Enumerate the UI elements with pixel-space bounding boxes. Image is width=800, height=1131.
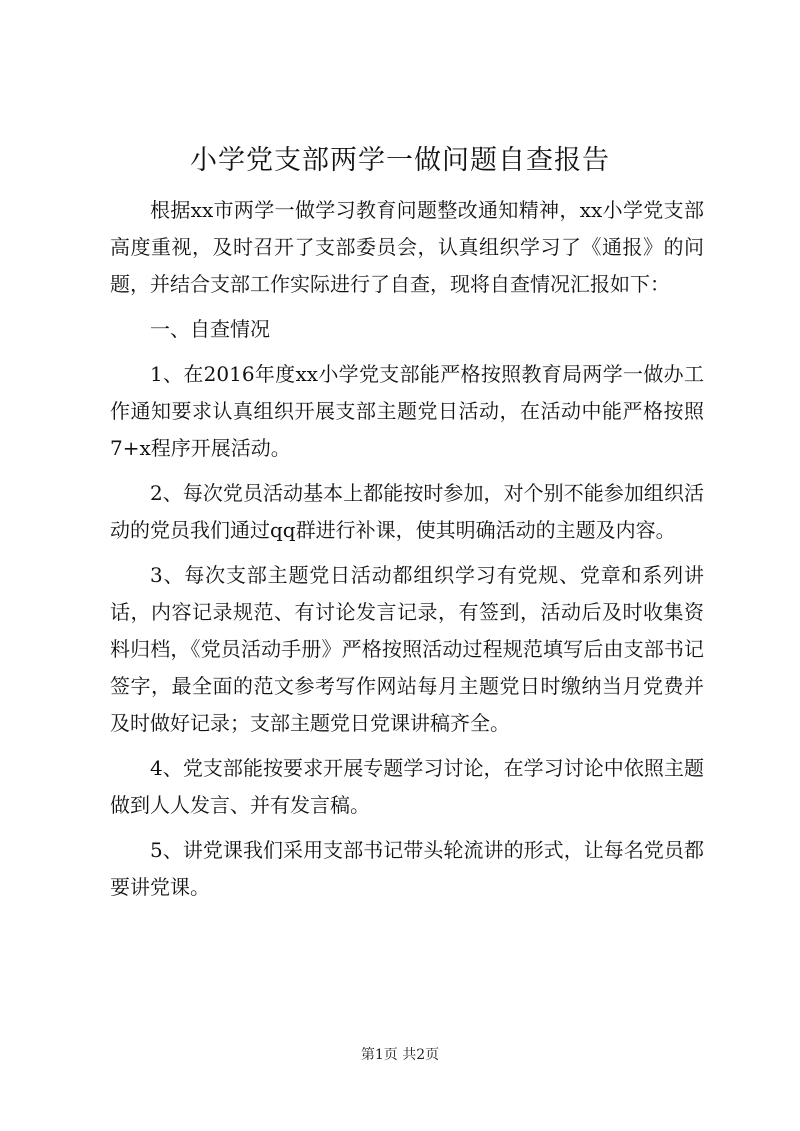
document-body: [110, 192, 704, 914]
paragraph-item-3: 3、每次支部主题党日活动都组织学习有党规、党章和系列讲话，内容记录规范、有讨论发言记录，有签到，活动后及时收集资料归档，《党员活动手册》严格按照活动过程规范填写后由支部书记签字，最全面的范文参考写作网站每月主题党日时缴纳当月党费并及时做好记录；支部主题党日党课讲稿齐全。: [110, 563, 704, 735]
paragraph-item-2: 2、每次党员活动基本上都能按时参加，对个别不能参加组织活动的党员我们通过qq群进行补课，使其明确活动的主题及内容。: [110, 481, 704, 542]
page-number: 第1页 共2页: [360, 1047, 440, 1063]
paragraph-item-5: 5、讲党课我们采用支部书记带头轮流讲的形式，让每名党员都要讲党课。: [110, 838, 704, 899]
paragraph-intro: 根据xx市两学一做学习教育问题整改通知精神，xx小学党支部高度重视，及时召开了支部委员会，认真组织学习了《通报》的问题，并结合支部工作实际进行了自查，现将自查情况汇报如下：: [110, 198, 704, 296]
document-title: 小学党支部两学一做问题自查报告: [190, 145, 610, 176]
paragraph-item-1: 1、在2016年度xx小学党支部能严格按照教育局两学一做办工作通知要求认真组织开展支部主题党日活动，在活动中能严格按照7+x程序开展活动。: [110, 362, 704, 460]
section-heading: 一、自查情况: [150, 317, 270, 341]
paragraph-item-4: 4、党支部能按要求开展专题学习讨论，在学习讨论中依照主题做到人人发言、并有发言稿。: [110, 756, 704, 817]
